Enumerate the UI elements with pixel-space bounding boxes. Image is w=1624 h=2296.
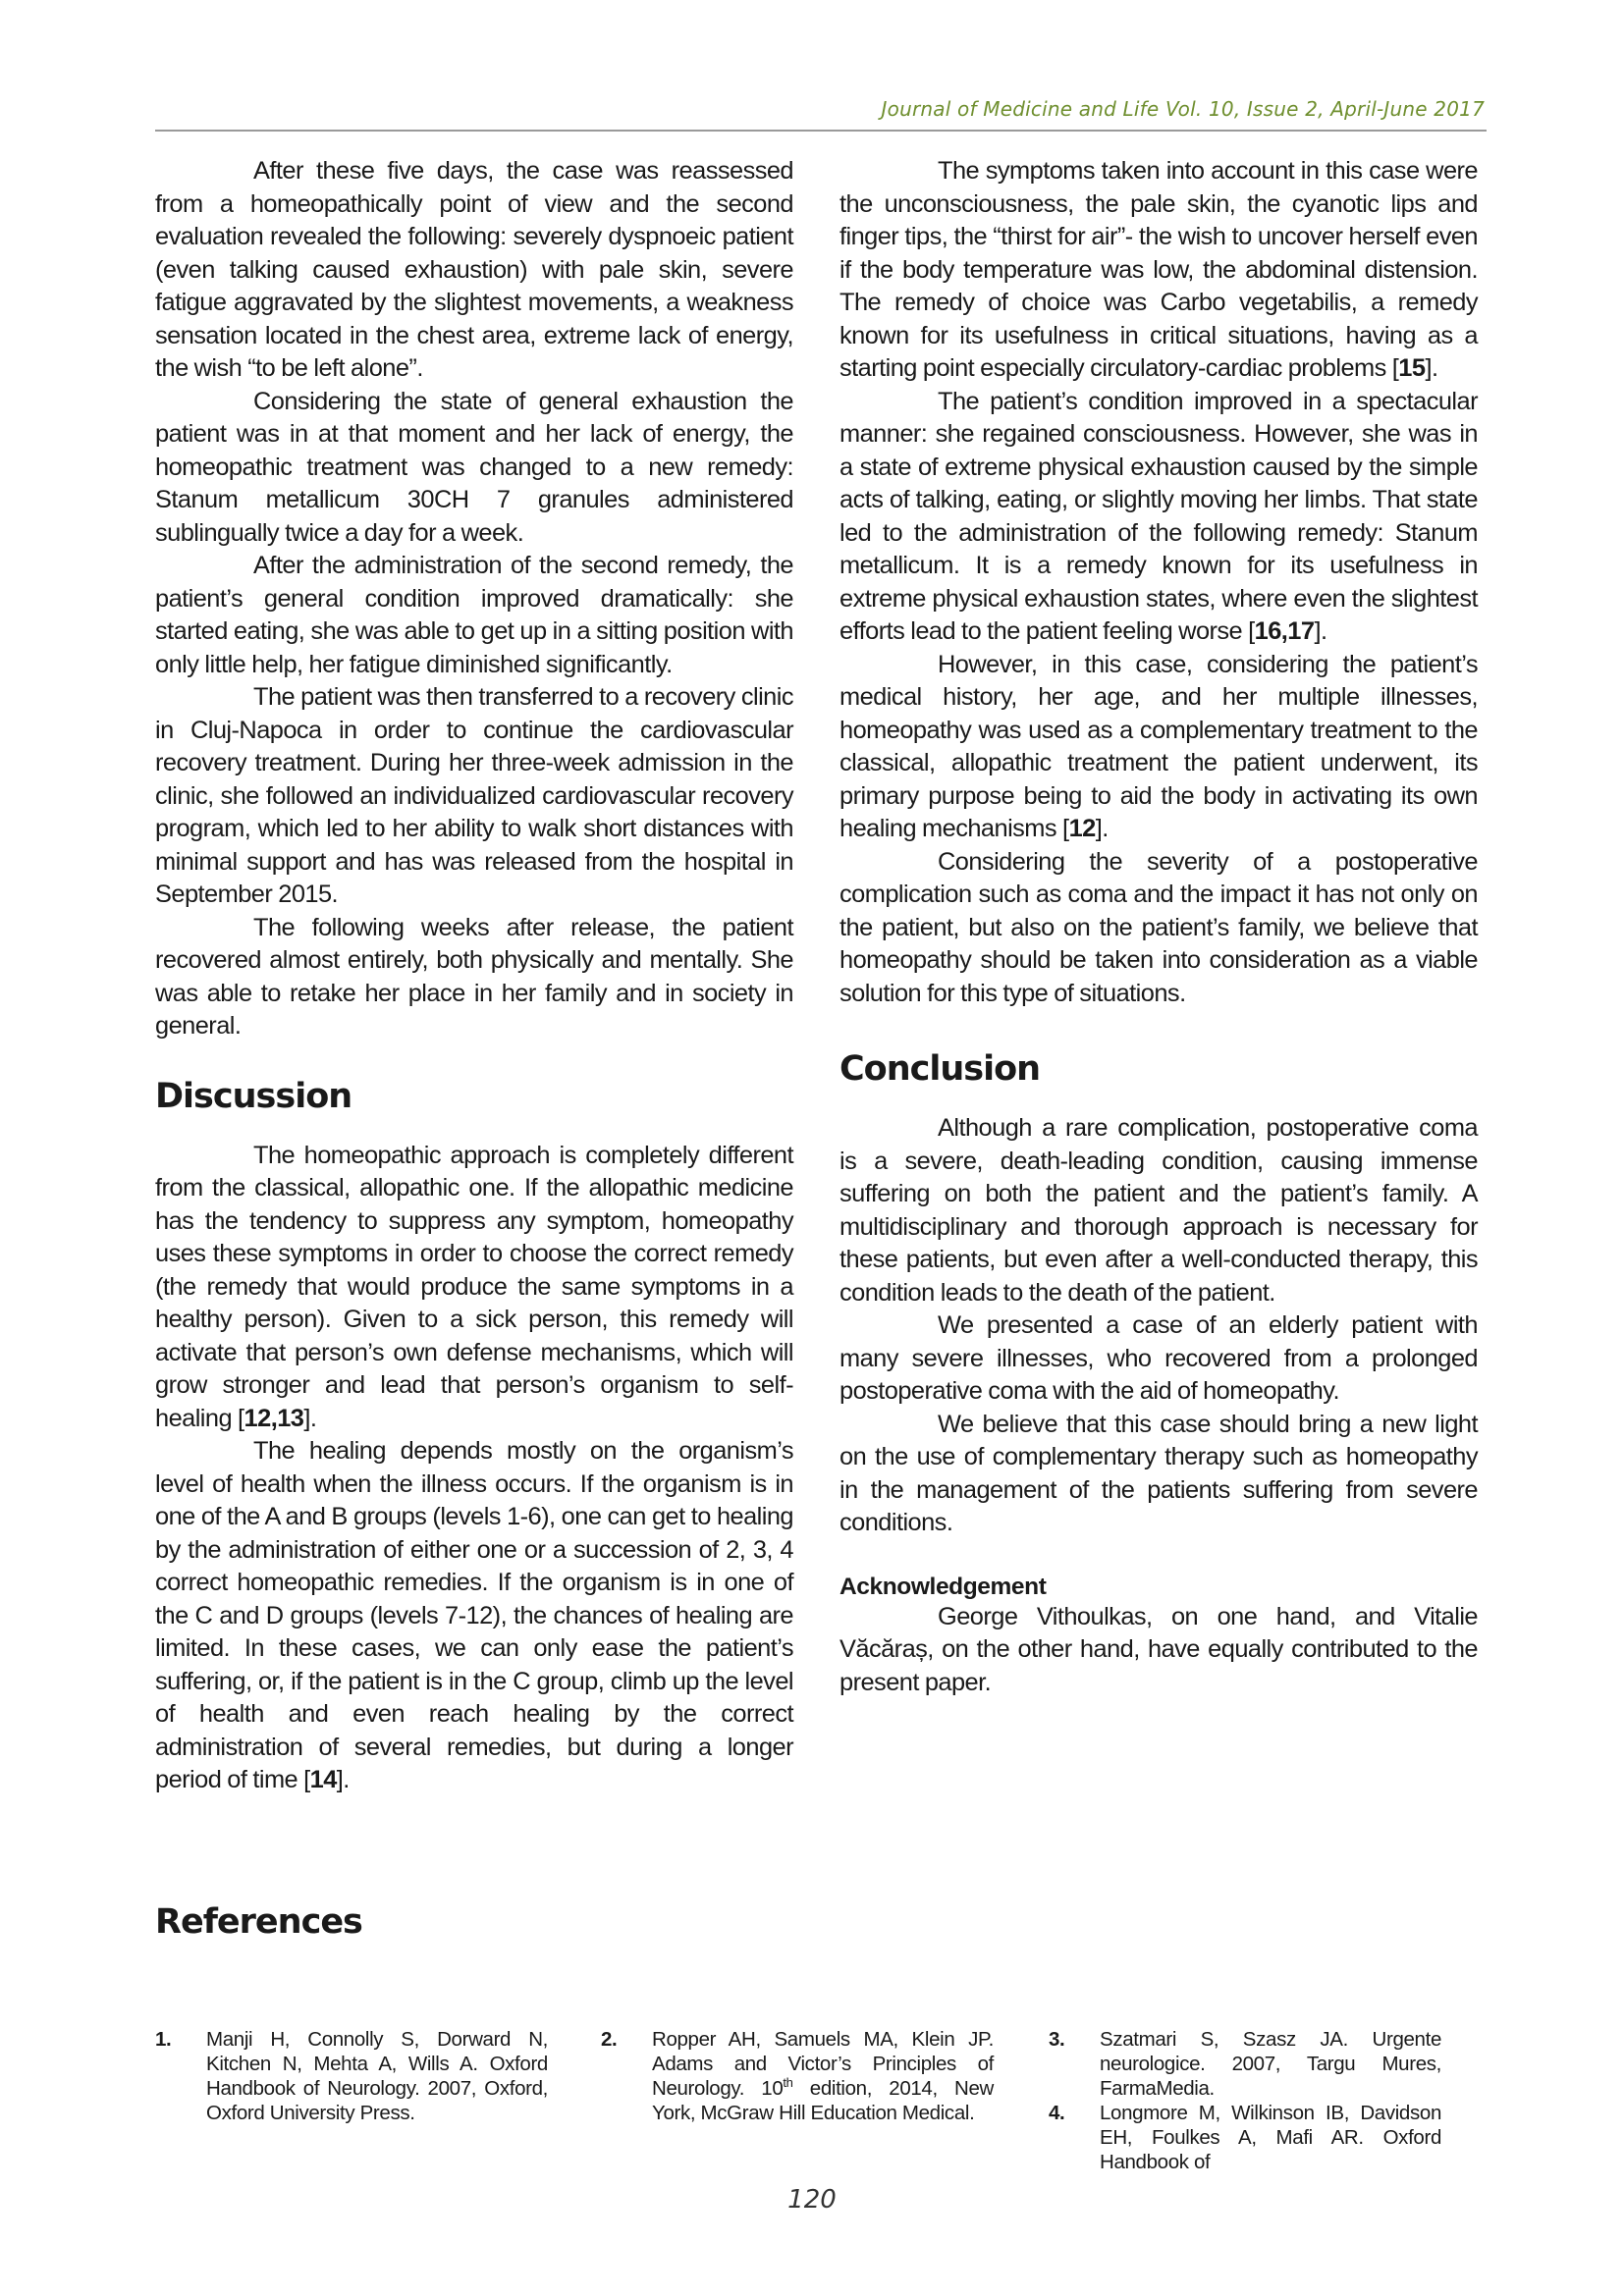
conclusion-paragraph-3: We believe that this case should bring a new light on the use of complementary therapy such as homeopathy in the management of the patients suffering from severe conditions.: [839, 1410, 1478, 1536]
reference-text: Longmore M, Wilkinson IB, Davidson EH, Foulkes A, Mafi AR. Oxford Handbook of: [1100, 2102, 1441, 2173]
reference-item: [1049, 2101, 1441, 2174]
citation-12: 12: [1068, 815, 1096, 842]
reference-item: [155, 2027, 548, 2125]
reference-superscript: th: [783, 2075, 793, 2091]
reference-text: Szatmari S, Szasz JA. Urgente neurologice. 2007, Targu Mures, FarmaMedia.: [1100, 2028, 1441, 2100]
page-number: 120: [787, 2185, 837, 2215]
citation-14: 14: [309, 1766, 337, 1793]
reference-text-part: edition, 2014, New York, McGraw Hill Education Medical.: [652, 2077, 994, 2124]
discussion-paragraph-1: [155, 1140, 793, 1436]
reference-text-part: Ropper AH, Samuels MA, Klein JP. Adams and Victor’s Principles of Neurology. 10: [652, 2028, 994, 2100]
case-paragraph-5: The following weeks after release, the patient recovered almost entirely, both physically and mentally. She was able to retake her place in her family and in society in general.: [155, 913, 793, 1040]
discussion-paragraph-1-text: The homeopathic approach is completely different from the classical, allopathic one. If the allopathic medicine has the tendency to suppress any symptom, homeopathy uses these symptoms in order to choose the correct remedy (the remedy that would produce the same symptoms in a healthy person). Given to a sick person, this remedy will activate that person’s own defense mechanisms, which will grow stronger and lead that person’s organism to self-healing [: [155, 1141, 793, 1432]
right-column: [839, 155, 1478, 1699]
conclusion-paragraph-1: Although a rare complication, postoperative coma is a severe, death-leading condition, causing immense suffering on both the patient and the patient’s family. A multidisciplinary and thorough approach is necessary for these patients, but even after a well-conducted therapy, this condition leads to the death of the patient.: [839, 1114, 1478, 1307]
symptoms-paragraph: [839, 155, 1478, 386]
discussion-paragraph-2: [155, 1435, 793, 1797]
citation-close: ].: [336, 1766, 350, 1793]
citation-close: ].: [1095, 815, 1109, 842]
citation-12-13: 12,13: [244, 1404, 304, 1432]
journal-running-head: Journal of Medicine and Life Vol. 10, Issue 2, April-June 2017: [881, 97, 1485, 121]
reference-text: Manji H, Connolly S, Dorward N, Kitchen N, Mehta A, Wills A. Oxford Handbook of Neurology. 2007, Oxford, Oxford University Press.: [206, 2028, 548, 2124]
citation-close: ].: [303, 1404, 317, 1432]
reference-item: [1049, 2027, 1441, 2101]
references-heading: References: [155, 1902, 362, 1942]
reference-number: 2.: [601, 2028, 618, 2051]
citation-15: 15: [1398, 354, 1426, 382]
case-paragraph-4: The patient was then transferred to a recovery clinic in Cluj-Napoca in order to continue the cardiovascular recovery treatment. During her three-week admission in the clinic, she followed an individualized cardiovascular recovery program, which led to her ability to walk short distances with minimal support and has was released from the hospital in September 2015.: [155, 683, 793, 908]
acknowledgement-heading: Acknowledgement: [839, 1573, 1047, 1600]
complementary-paragraph: [839, 649, 1478, 846]
improvement-paragraph-text: The patient’s condition improved in a spectacular manner: she regained consciousness. However, she was in a state of extreme physical exhaustion caused by the simple acts of talking, eating, or slightly moving her limbs. That state led to the administration of the following remedy: Stanum metallicum. It is a remedy known for its usefulness in extreme physical exhaustion states, where even the slightest efforts lead to the patient feeling worse [: [839, 387, 1478, 645]
complementary-paragraph-text: However, in this case, considering the patient’s medical history, her age, and her multiple illnesses, homeopathy was used as a complementary treatment to the classical, allopathic treatment the patient underwent, its primary purpose being to aid the body in activating its own healing mechanisms [: [839, 650, 1478, 842]
reference-item: [601, 2027, 994, 2125]
citation-close: ].: [1425, 354, 1438, 382]
severity-paragraph: Considering the severity of a postoperative complication such as coma and the impact it has not only on the patient, but also on the patient’s family, we believe that homeopathy should be taken into consideration as a viable solution for this type of situations.: [839, 847, 1478, 1007]
left-column: [155, 155, 793, 1797]
discussion-paragraph-2-text: The healing depends mostly on the organism’s level of health when the illness occurs. If the organism is in one of the A and B groups (levels 1-6), one can get to healing by the administration of either one or a succession of 2, 3, 4 correct homeopathic remedies. If the organism is in one of the C and D groups (levels 7-12), the chances of healing are limited. In these cases, we can only ease the patient’s suffering, or, if the patient is in the C group, climb up the level of health and even reach healing by the correct administration of several remedies, but during a longer period of time [: [155, 1437, 793, 1793]
case-paragraph-2: Considering the state of general exhaustion the patient was in at that moment and her lack of energy, the homeopathic treatment was changed to a new remedy: Stanum metallicum 30CH 7 granules administered sublingually twice a day for a week.: [155, 387, 793, 547]
reference-text: [652, 2027, 994, 2125]
reference-number: 1.: [155, 2028, 172, 2051]
symptoms-paragraph-text: The symptoms taken into account in this case were the unconsciousness, the pale skin, the cyanotic lips and finger tips, the “thirst for air”- the wish to uncover herself even if the body temperature was low, the abdominal distension. The remedy of choice was Carbo vegetabilis, a remedy known for its usefulness in critical situations, having as a starting point especially circulatory-cardiac problems [: [839, 157, 1478, 382]
improvement-paragraph: [839, 386, 1478, 649]
case-paragraph-3: After the administration of the second remedy, the patient’s general condition improved dramatically: she started eating, she was able to get up in a sitting position with only little help, her fatigue diminished significantly.: [155, 552, 793, 678]
discussion-heading: Discussion: [155, 1076, 352, 1116]
reference-number: 4.: [1049, 2102, 1065, 2124]
citation-16-17: 16,17: [1254, 617, 1315, 645]
conclusion-paragraph-2: We presented a case of an elderly patient with many severe illnesses, who recovered from a prolonged postoperative coma with the aid of homeopathy.: [839, 1311, 1478, 1405]
acknowledgement-text: George Vithoulkas, on one hand, and Vitalie Văcăraș, on the other hand, have equally contributed to the present paper.: [839, 1602, 1478, 1696]
case-paragraph-1: After these five days, the case was reassessed from a homeopathically point of view and the second evaluation revealed the following: severely dyspnoeic patient (even talking caused exhaustion) with pale skin, severe fatigue aggravated by the slightest movements, a weakness sensation located in the chest area, extreme lack of energy, the wish “to be left alone”.: [155, 157, 793, 382]
conclusion-heading: Conclusion: [839, 1049, 1041, 1089]
reference-number: 3.: [1049, 2028, 1065, 2051]
citation-close: ].: [1314, 617, 1327, 645]
header-rule: [155, 130, 1487, 132]
